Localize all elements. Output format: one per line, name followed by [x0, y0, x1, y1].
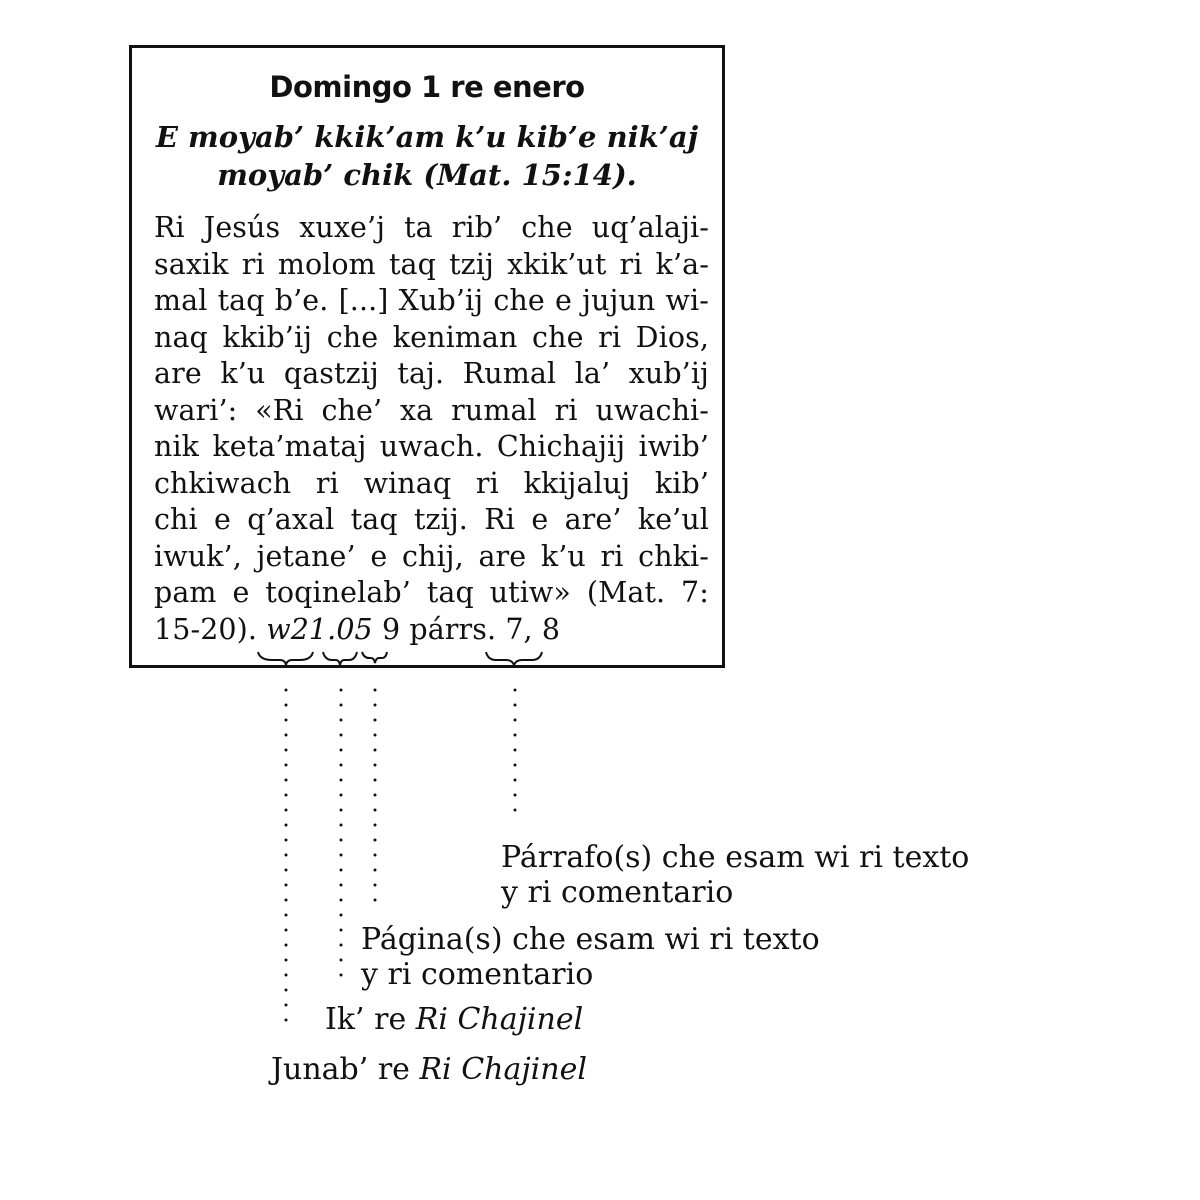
date-heading: Domingo 1 re enero: [269, 70, 585, 104]
paragraph-line: chkiwach ri winaq ri kkijaluj kib’: [154, 466, 709, 500]
year-label-title: Ri Chajinel: [419, 1052, 587, 1087]
page-label-line: Página(s) che esam wi ri texto: [361, 922, 820, 957]
paragraph-line: Ri Jesús xuxe’j ta rib’ che uq’alaji-: [154, 211, 709, 244]
paragraph-line: pam e toqinelab’ taq utiw» (Mat. 7:: [154, 576, 709, 609]
paragraph-line: saxik ri molom taq tzij xkik’ut ri k’a-: [154, 247, 709, 281]
issue-callout-label: [325, 1002, 583, 1037]
theme-scripture-line: E moyab’ kkik’am k’u kib’e nik’aj: [155, 120, 699, 154]
brace-page: [362, 652, 387, 663]
page-label-line: y ri comentario: [361, 957, 594, 992]
issue-label-title: Ri Chajinel: [415, 1002, 584, 1037]
year-callout-label: [271, 1052, 587, 1087]
paragraph-line: are k’u qastzij taj. Rumal la’ xub’ij: [154, 357, 709, 390]
page-callout-label: [361, 922, 820, 992]
paragraphs-label-line: Párrafo(s) che esam wi ri texto: [501, 840, 970, 875]
paragraphs-label-line: y ri comentario: [501, 875, 734, 910]
paragraph-line: nik keta’mataj uwach. Chichajij iwib’: [154, 430, 709, 463]
parrs-label: párrs.: [409, 612, 497, 646]
brace-issue: [323, 652, 357, 665]
paragraph-line: chi e q’axal taq tzij. Ri e are’ ke’ul: [154, 503, 709, 536]
paragraph-line: wari’: «Ri che’ xa rumal ri uwachi-: [154, 393, 709, 427]
page-number: 9: [381, 612, 401, 646]
brace-year: [258, 652, 313, 665]
reference-prefix: 15-20).: [154, 612, 267, 646]
issue-label-prefix: Ik’ re: [325, 1002, 416, 1037]
paragraphs-callout-label: [501, 840, 969, 910]
year-label-prefix: Junab’ re: [271, 1052, 420, 1087]
paragraph-line: mal taq b’e. [...] Xub’ij che e jujun wi-: [154, 284, 709, 317]
brace-paragraphs: [486, 652, 542, 665]
paragraph-line: iwuk’, jetane’ e chij, are k’u ri chki-: [154, 539, 709, 573]
publication-code: w21.05: [266, 612, 373, 646]
theme-scripture-line: moyab’ chik (Mat. 15:14).: [217, 158, 637, 192]
paragraph-line: naq kkib’ij che keniman che ri Dios,: [154, 320, 709, 354]
paragraph-numbers: 7, 8: [505, 612, 561, 646]
